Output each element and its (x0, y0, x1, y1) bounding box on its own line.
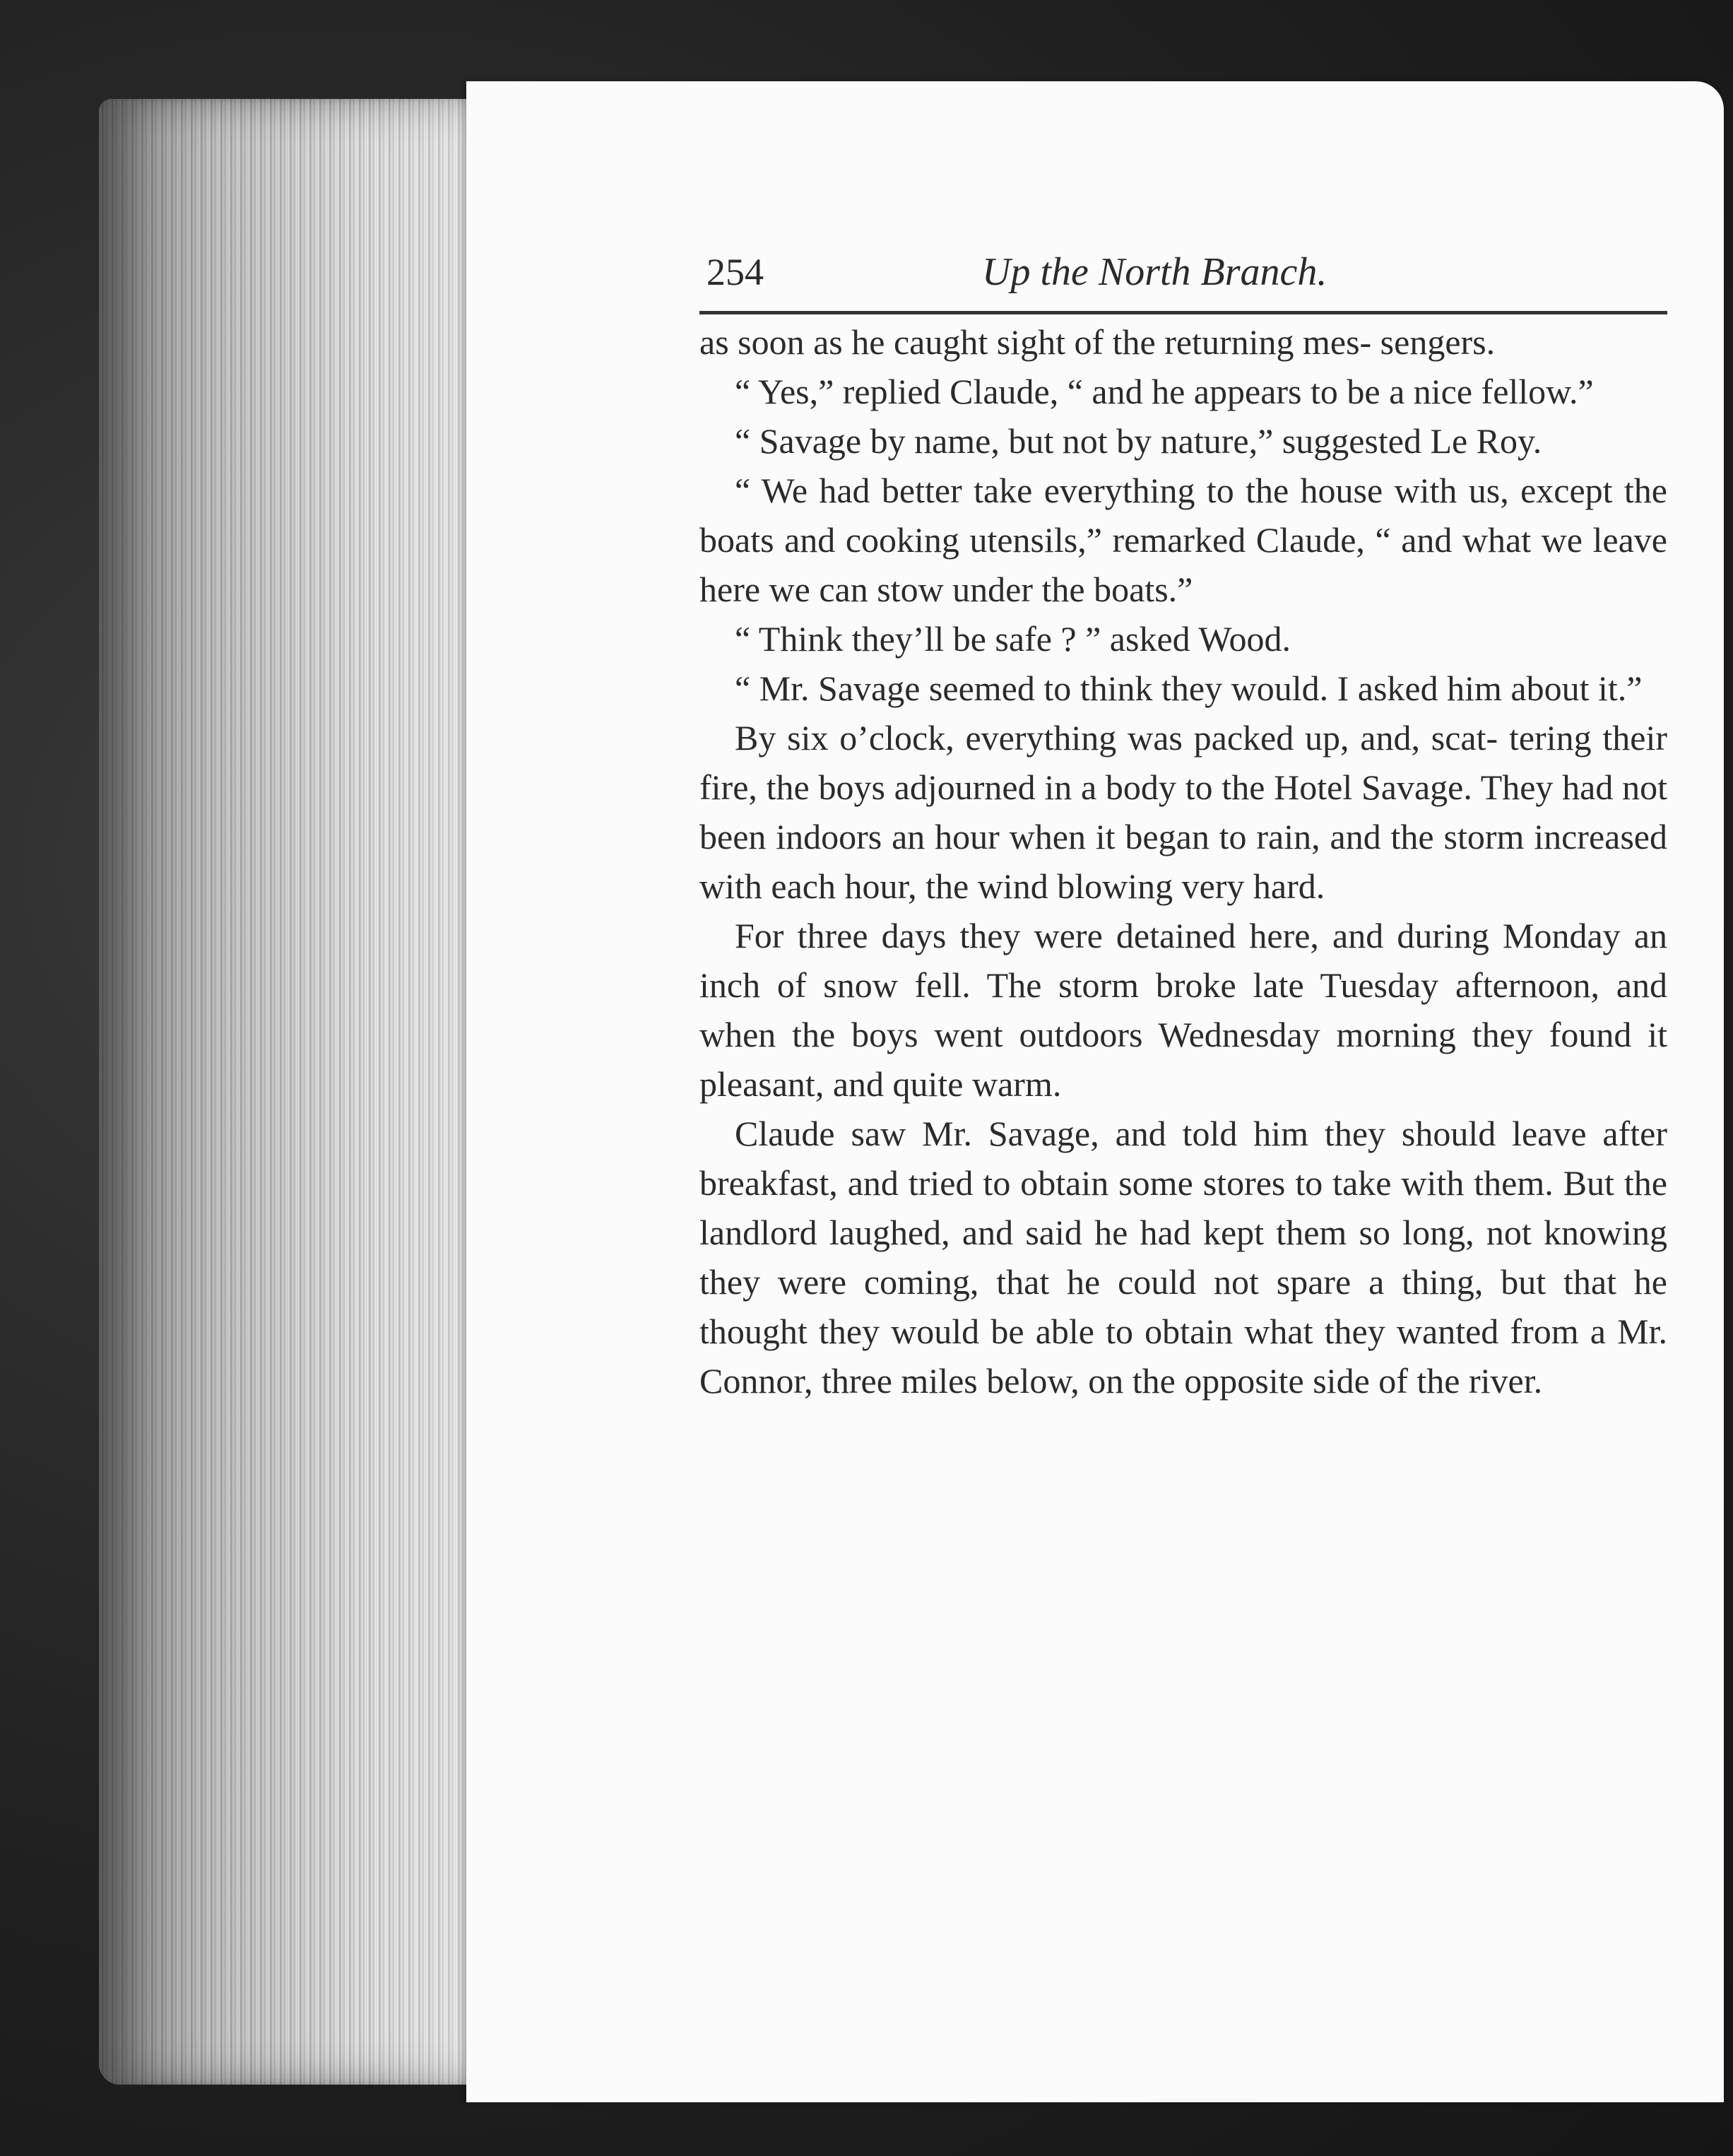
paragraph: For three days they were detained here, and during Monday an inch of snow fell. The storm broke late Tuesday afternoon, and when the boys went outdoors Wednesday morning they found it pleasant, and quite warm. (699, 916, 1667, 1104)
running-head (699, 240, 1667, 314)
page-number: 254 (706, 251, 764, 293)
paragraph: By six o’clock, everything was packed up, and, scat- tering their fire, the boys adjourned in a body to the Hotel Savage. They had not been indoors an hour when it began to rain, and the storm increased with each hour, the wind blowing very hard. (699, 718, 1667, 906)
paragraph: “ Think they’ll be safe ? ” asked Wood. (735, 619, 1291, 659)
paragraph: “ Yes,” replied Claude, “ and he appears to be a nice fellow.” (735, 372, 1594, 411)
page-edges (99, 99, 473, 2085)
paragraph: “ Savage by name, but not by nature,” suggested Le Roy. (735, 421, 1542, 461)
text-block (699, 240, 1667, 1406)
paragraph: “ We had better take everything to the house with us, except the boats and cooking utensils,” remarked Claude, “ and what we leave here we can stow under the boats.” (699, 471, 1667, 609)
paragraph: Claude saw Mr. Savage, and told him they should leave after breakfast, and tried to obtain some stores to take with them. But the landlord laughed, and said he had kept them so long, not knowing they were coming, that he could not spare a thing, but that he thought they would be able to obtain what they wanted from a Mr. Connor, three miles below, on the opposite side of the river. (699, 1114, 1667, 1401)
book-title: Up the North Branch. (982, 250, 1327, 294)
paragraph: as soon as he caught sight of the returning mes- sengers. (699, 322, 1496, 362)
paragraph: “ Mr. Savage seemed to think they would. I asked him about it.” (735, 668, 1643, 708)
